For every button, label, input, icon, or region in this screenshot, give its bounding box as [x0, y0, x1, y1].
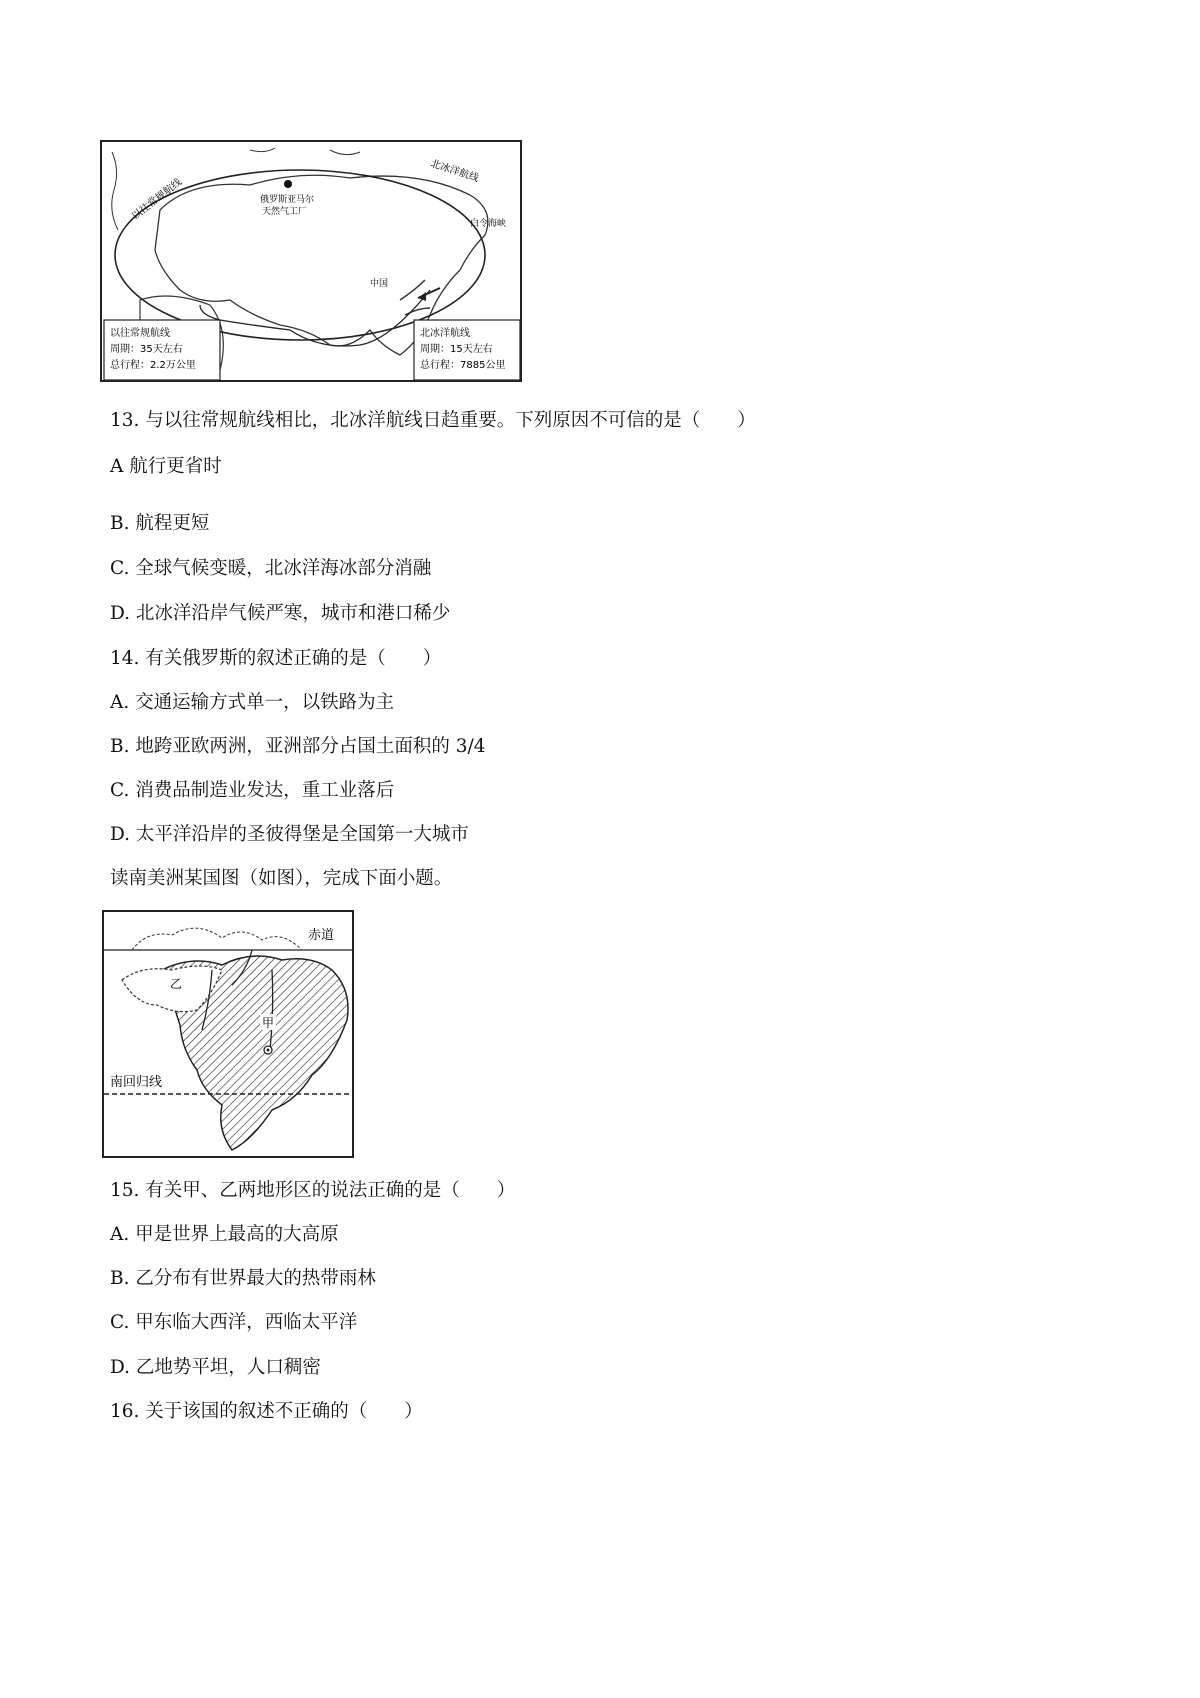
q15-option-d: D. 乙地势平坦，人口稠密 — [110, 1357, 321, 1378]
q13-option-b: B. 航程更短 — [110, 513, 210, 534]
legend-old-title: 以往常规航线 — [110, 328, 170, 339]
q15-stem: 15. 有关甲、乙两地形区的说法正确的是（ ） — [110, 1180, 516, 1201]
q13-stem: 13. 与以往常规航线相比，北冰洋航线日趋重要。下列原因不可信的是（ ） — [110, 410, 756, 431]
q15-option-a: A. 甲是世界上最高的大高原 — [110, 1224, 339, 1245]
legend-arctic-title: 北冰洋航线 — [420, 328, 470, 339]
q15-option-c: C. 甲东临大西洋，西临太平洋 — [110, 1312, 358, 1333]
q13-option-a: A 航行更省时 — [110, 456, 222, 477]
legend-old-period: 周期：35天左右 — [110, 344, 183, 355]
legend-old-distance: 总行程：2.2万公里 — [110, 360, 196, 371]
q14-option-a: A. 交通运输方式单一，以铁路为主 — [110, 692, 395, 713]
arctic-route-map — [100, 140, 524, 384]
bering-strait-label: 白令海峡 — [470, 219, 507, 229]
q13-option-d: D. 北冰洋沿岸气候严寒，城市和港口稀少 — [110, 603, 451, 624]
q14-option-b: B. 地跨亚欧两洲，亚洲部分占国土面积的 3/4 — [110, 736, 486, 757]
equator-label: 赤道 — [308, 928, 335, 943]
q15-option-b: B. 乙分布有世界最大的热带雨林 — [110, 1268, 376, 1289]
tropic-label: 南回归线 — [110, 1075, 163, 1090]
brazil-map — [102, 910, 356, 1160]
yi-label: 乙 — [170, 977, 183, 991]
legend-arctic-distance: 总行程：7885公里 — [420, 360, 506, 371]
section-intro: 读南美洲某国图（如图），完成下面小题。 — [110, 868, 453, 889]
china-label: 中国 — [370, 279, 389, 289]
old-route-label: 以往常规航线 — [130, 176, 185, 223]
q14-option-d: D. 太平洋沿岸的圣彼得堡是全国第一大城市 — [110, 824, 469, 845]
jia-label: 甲 — [262, 1016, 275, 1030]
legend-arctic-period: 周期：15天左右 — [420, 344, 493, 355]
northern-route-label: 北冰洋航线 — [429, 158, 481, 185]
gas-plant-label-2: 天然气工厂 — [262, 207, 308, 217]
q14-option-c: C. 消费品制造业发达，重工业落后 — [110, 780, 395, 801]
gas-plant-label-1: 俄罗斯亚马尔 — [260, 195, 315, 205]
q14-stem: 14. 有关俄罗斯的叙述正确的是（ ） — [110, 648, 442, 669]
q16-stem: 16. 关于该国的叙述不正确的（ ） — [110, 1401, 423, 1422]
q13-option-c: C. 全球气候变暖，北冰洋海冰部分消融 — [110, 558, 432, 579]
